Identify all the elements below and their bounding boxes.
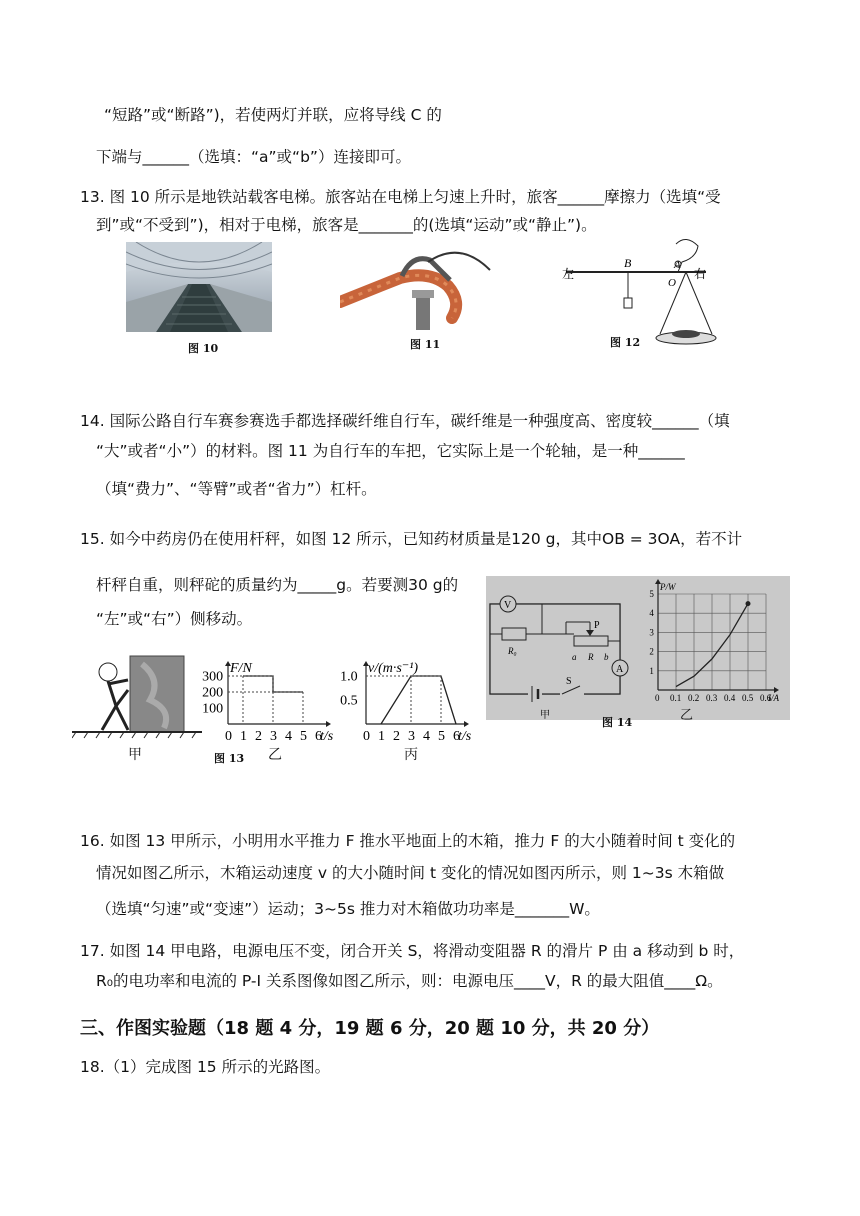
velocity-time-chart [336, 646, 482, 744]
x-tick-label: 6 [315, 729, 322, 744]
power-current-chart [636, 576, 790, 708]
steelyard-point-O: O [668, 277, 676, 289]
ammeter-label: A [616, 664, 624, 675]
x-tick-label: 1 [378, 729, 385, 744]
x-tick-label: 0.4 [724, 693, 736, 703]
section-3-heading: 三、作图实验题（18 题 4 分，19 题 6 分，20 题 10 分，共 20 分） [80, 1018, 660, 1039]
y-tick-label: 3 [649, 627, 654, 638]
steelyard-right-label: 右 [694, 267, 707, 281]
x-tick-label: 0.5 [742, 693, 754, 703]
figure-13-jia-label: 甲 [128, 747, 142, 763]
x-tick-label: 0.3 [706, 693, 718, 703]
figure-11-caption: 图 11 [410, 338, 441, 351]
x-tick-label: 5 [300, 729, 307, 744]
y-axis-label: P/W [660, 582, 676, 592]
x-axis-label: t/s [320, 729, 334, 744]
y-tick-label: 300 [202, 669, 224, 685]
boy-pushing-box-illustration [72, 650, 202, 742]
y-tick-label: 100 [202, 701, 224, 717]
terminal-b-label: b [604, 652, 609, 662]
question-17-line-1: 17. 如图 14 甲电路，电源电压不变，闭合开关 S，将滑动变阻器 R 的滑片 P 由 a 移动到 b 时， [80, 942, 745, 960]
x-axis-arrow [464, 721, 469, 727]
figure-13-yi-label: 乙 [268, 747, 282, 763]
resistor-R0-label: R₀ [508, 646, 517, 656]
figure-13-caption: 图 13 [214, 752, 245, 765]
y-tick-label: 5 [649, 589, 654, 599]
figure-12-caption: 图 12 [610, 336, 641, 349]
figure-14-jia-label: 甲 [540, 710, 550, 720]
question-16-line-1: 16. 如图 13 甲所示，小明用水平推力 F 推水平地面上的木箱，推力 F 的大小随着时间 t 变化的 [80, 832, 736, 850]
handlebar-illustration [340, 240, 500, 330]
x-tick-label: 3 [408, 729, 415, 744]
x-tick-label: 0 [225, 729, 232, 744]
x-tick-label: 2 [393, 729, 400, 744]
question-16-line-3: （选填“匀速”或“变速”）运动；3~5s 推力对木箱做功功率是_______W。 [96, 900, 600, 918]
x-tick-label: 4 [285, 729, 292, 744]
x-tick-label: 0.1 [670, 693, 682, 703]
question-14-line-3: （填“费力”、“等臂”或者“省力”）杠杆。 [96, 480, 377, 498]
question-14-line-2: “大”或者“小”）的材料。图 11 为自行车的车把，它实际上是一个轮轴，是一种______ [96, 442, 685, 460]
x-tick-label: 5 [438, 729, 445, 744]
x-tick-label: 0.2 [688, 693, 700, 703]
figure-14-yi-label: 乙 [680, 708, 694, 723]
steelyard-left-label: 左 [562, 267, 575, 281]
x-axis-label: t/s [458, 729, 472, 744]
text-line-2: 下端与______（选填：“a”或“b”）连接即可。 [96, 148, 411, 166]
question-17-line-2: R₀的电功率和电流的 P-I 关系图像如图乙所示，则：电源电压____V，R 的最大阻值____Ω。 [96, 972, 723, 990]
question-16-line-2: 情况如图乙所示，木箱运动速度 v 的大小随时间 t 变化的情况如图丙所示，则 1~3s 木箱做 [96, 864, 725, 882]
escalator-photo [126, 242, 272, 332]
question-15-line-1: 15. 如今中药房仍在使用杆秤，如图 12 所示，已知药材质量是120 g，其中OB = 3OA，若不计 [80, 530, 743, 548]
figure-10-caption: 图 10 [188, 342, 219, 355]
y-tick-label: 0.5 [340, 693, 358, 709]
rheostat-R-label: R [588, 652, 594, 662]
terminal-a-label: a [572, 652, 577, 662]
text-line-1: “短路”或“断路”)，若使两灯并联，应将导线 C 的 [104, 106, 442, 124]
x-tick-label: 4 [423, 729, 430, 744]
y-tick-label: 1 [649, 665, 654, 676]
question-14-line-1: 14. 国际公路自行车赛参赛选手都选择碳纤维自行车，碳纤维是一种强度高、密度较______（填 [80, 412, 730, 430]
y-tick-label: 4 [649, 608, 654, 619]
question-15-line-3: “左”或“右”）侧移动。 [96, 610, 253, 628]
switch-S-label: S [566, 676, 572, 687]
figure-13-bing-label: 丙 [404, 747, 418, 763]
steelyard-point-A: A [674, 259, 681, 271]
data-point [746, 601, 751, 606]
circuit-diagram [486, 576, 636, 720]
y-tick-label: 1.0 [340, 669, 358, 685]
x-axis-label: I/A [768, 693, 779, 703]
voltmeter-label: V [504, 600, 512, 611]
y-axis-label: v/(m·s⁻¹) [368, 661, 419, 676]
question-13-line-2: 到”或“不受到”)，相对于电梯，旅客是_______的(选填“运动”或“静止”)。 [96, 216, 597, 234]
y-tick-label: 2 [649, 646, 654, 657]
force-time-chart [198, 646, 338, 744]
steelyard-illustration [556, 234, 726, 352]
x-tick-label: 0.6 [760, 693, 772, 703]
y-tick-label: 200 [202, 685, 224, 701]
x-tick-label: 1 [240, 729, 247, 744]
series-line [381, 676, 456, 724]
y-axis-label: F/N [230, 661, 252, 676]
x-tick-label: 0 [655, 693, 660, 703]
figure-14-caption: 图 14 [602, 716, 633, 729]
question-18: 18.（1）完成图 15 所示的光路图。 [80, 1058, 331, 1076]
slider-P-label: P [594, 620, 600, 631]
x-tick-label: 6 [453, 729, 460, 744]
x-tick-label: 0 [363, 729, 370, 744]
steelyard-point-B: B [624, 256, 632, 270]
question-13-line-1: 13. 图 10 所示是地铁站载客电梯。旅客站在电梯上匀速上升时，旅客______摩擦力（选填“受 [80, 188, 721, 206]
question-15-line-2: 杆秤自重，则秤砣的质量约为_____g。若要测30 g的 [96, 576, 459, 594]
x-tick-label: 2 [255, 729, 262, 744]
x-axis-arrow [326, 721, 331, 727]
x-tick-label: 3 [270, 729, 277, 744]
